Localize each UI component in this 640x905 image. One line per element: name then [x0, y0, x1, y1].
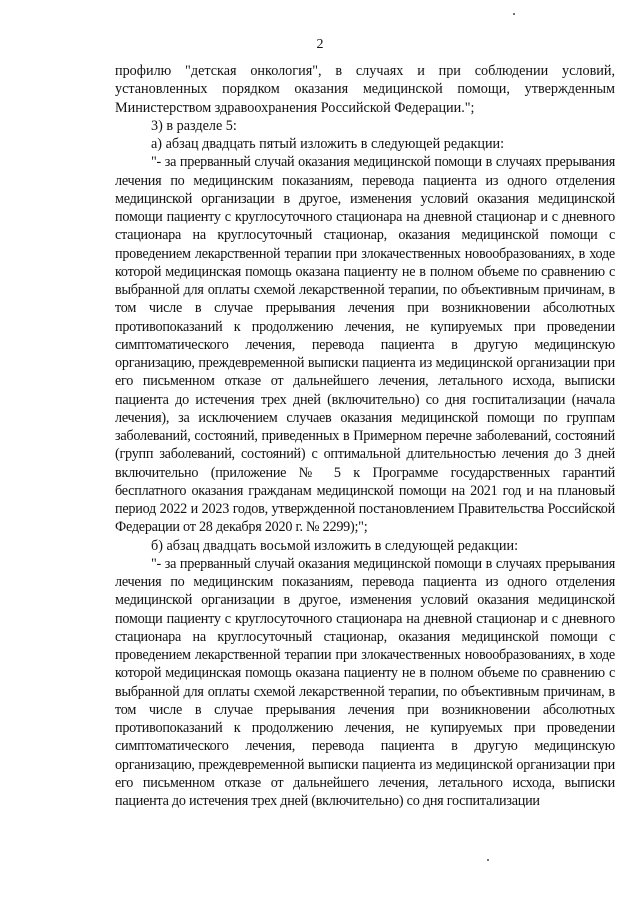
paragraph-section-heading: 3) в разделе 5:	[151, 117, 237, 134]
document-body	[115, 62, 615, 810]
paragraph-quoted-text-b: "- за прерванный случай оказания медицинской помощи в случаях прерывания лечения по медицинским показаниям, перевода пациента из одного отделения медицинской организации в другое, изменения условий оказания медицинской помощи пациенту с круглосуточного стационара на дневной стационар и с дневного стационара на круглосуточный стационар, оказания медицинской помощи с проведением лекарственной терапии при злокачественных новообразованиях, в ходе которой медицинская помощь оказана пациенту не в полном объеме по сравнению с выбранной для оплаты схемой лекарственной терапии, по объективным причинам, в том числе в случае прерывания лечения при возникновении абсолютных противопоказаний к продолжению лечения, не купируемых при проведении симптоматического лечения, перевода пациента в другую медицинскую организацию, преждевременной выписки пациента из медицинской организации при его письменном отказе от дальнейшего лечения, летального исхода, выписки пациента до истечения трех дней (включительно) со дня госпитализации	[115, 555, 615, 809]
scan-speck	[513, 13, 515, 15]
paragraph-continuation: профилю "детская онкология", в случаях и при соблюдении условий, установленных порядком оказания медицинской помощи, утвержденным Министерством здравоохранения Российской Федерации.";	[115, 63, 615, 116]
paragraph-subitem-b: б) абзац двадцать восьмой изложить в следующей редакции:	[151, 537, 519, 554]
paragraph-subitem-a: а) абзац двадцать пятый изложить в следующей редакции:	[151, 136, 505, 152]
page-number: 2	[316, 37, 324, 52]
scan-speck	[487, 859, 489, 861]
paragraph-quoted-text-a: "- за прерванный случай оказания медицинской помощи в случаях прерывания лечения по медицинским показаниям, перевода пациента из одного отделения медицинской организации в другое, изменения условий оказания медицинской помощи пациенту с круглосуточного стационара на дневной стационар и с дневного стационара на круглосуточный стационар, оказания медицинской помощи с проведением лекарственной терапии при злокачественных новообразованиях, в ходе которой медицинская помощь оказана пациенту не в полном объеме по сравнению с выбранной для оплаты схемой лекарственной терапии, по объективным причинам, в том числе в случае прерывания лечения при возникновении абсолютных противопоказаний к продолжению лечения, не купируемых при проведении симптоматического лечения, перевода пациента в другую медицинскую организацию, преждевременной выписки пациента из медицинской организации при его письменном отказе от дальнейшего лечения, летального исхода, выписки пациента до истечения трех дней (включительно) со дня госпитализации (начала лечения), за исключением случаев оказания медицинской помощи по группам заболеваний, состояний, приведенных в Примерном перечне заболеваний, состояний (групп заболеваний, состояний) с оптимальной длительностью лечения до 3 дней включительно (приложение № 5 к Программе государственных гарантий бесплатного оказания гражданам медицинской помощи на 2021 год и на плановый период 2022 и 2023 годов, утвержденной постановлением Правительства Российской Федерации от 28 декабря 2020 г. № 2299);";	[115, 154, 615, 536]
